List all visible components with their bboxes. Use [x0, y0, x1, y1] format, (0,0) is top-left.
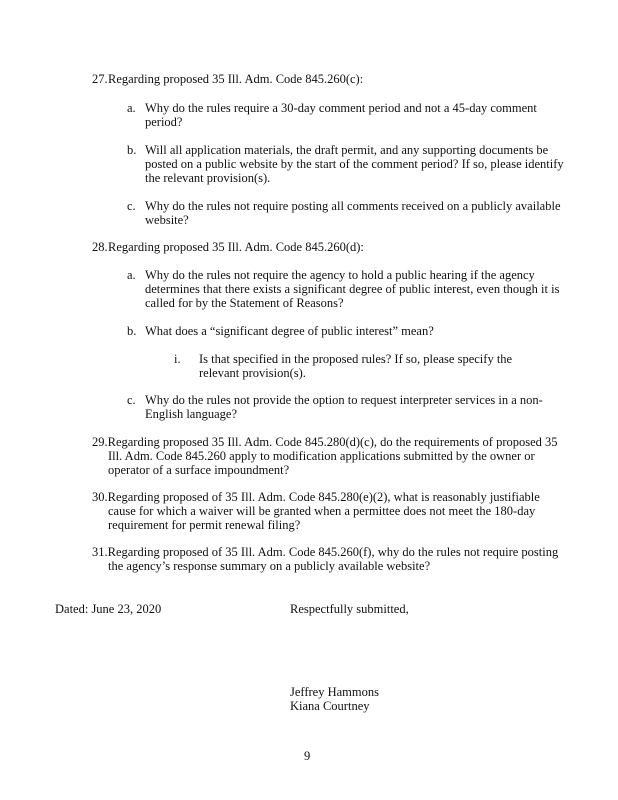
question-27: [92, 72, 562, 86]
item-label: b.: [127, 143, 137, 157]
question-28-a: [127, 268, 567, 310]
question-number: 28.: [92, 240, 108, 254]
page-number: 9: [304, 749, 311, 763]
question-31: [92, 545, 562, 573]
dated-line: Dated: June 23, 2020: [55, 602, 162, 616]
question-27-b: [127, 143, 567, 185]
item-label: a.: [127, 268, 136, 282]
question-number: 30.: [92, 490, 108, 504]
item-text: Will all application materials, the draft permit, and any supporting documents be posted on a public website by the start of the comment period? If so, please identify the relevant provision(s).: [145, 143, 564, 185]
item-label: i.: [174, 352, 181, 366]
item-label: c.: [127, 393, 136, 407]
item-text: Why do the rules require a 30-day comment period and not a 45-day comment period?: [145, 101, 537, 129]
question-27-a: [127, 101, 567, 129]
question-number: 27.: [92, 72, 108, 86]
question-27-c: [127, 199, 567, 227]
signatory-name: Kiana Courtney: [290, 699, 370, 713]
question-text: Regarding proposed 35 Ill. Adm. Code 845.260(c):: [108, 72, 364, 86]
signatory-name: Jeffrey Hammons: [290, 685, 379, 699]
item-label: b.: [127, 324, 137, 338]
item-text: What does a “significant degree of public interest” mean?: [145, 324, 434, 338]
question-number: 31.: [92, 545, 108, 559]
question-28: [92, 240, 562, 254]
question-28-b: [127, 324, 567, 338]
question-number: 29.: [92, 435, 108, 449]
item-text: Why do the rules not require the agency to hold a public hearing if the agency determines that there exists a significant degree of public interest, even though it is called for by the Statement of Reasons?: [145, 268, 560, 310]
respectfully-submitted: Respectfully submitted,: [290, 602, 409, 616]
item-text: Why do the rules not require posting all comments received on a publicly available website?: [145, 199, 561, 227]
question-28-c: [127, 393, 567, 421]
item-label: a.: [127, 101, 136, 115]
item-label: c.: [127, 199, 136, 213]
question-text: Regarding proposed 35 Ill. Adm. Code 845.260(d):: [108, 240, 364, 254]
question-text: Regarding proposed of 35 Ill. Adm. Code 845.280(e)(2), what is reasonably justifiable cause for which a waiver will be granted when a permittee does not meet the 180-day requirement for permit renewal filing?: [107, 490, 540, 532]
question-29: [92, 435, 562, 477]
question-30: [92, 490, 562, 532]
item-text: Is that specified in the proposed rules? If so, please specify the relevant provision(s).: [199, 352, 513, 380]
item-text: Why do the rules not provide the option to request interpreter services in a non-English language?: [145, 393, 543, 421]
question-28-b-i: [174, 352, 554, 380]
question-text: Regarding proposed 35 Ill. Adm. Code 845.280(d)(c), do the requirements of proposed 35 Ill. Adm. Code 845.260 apply to modification applications submitted by the owner or operator of a surface impoundment?: [107, 435, 558, 477]
question-text: Regarding proposed of 35 Ill. Adm. Code 845.260(f), why do the rules not require posting the agency’s response summary on a publicly available website?: [107, 545, 559, 573]
